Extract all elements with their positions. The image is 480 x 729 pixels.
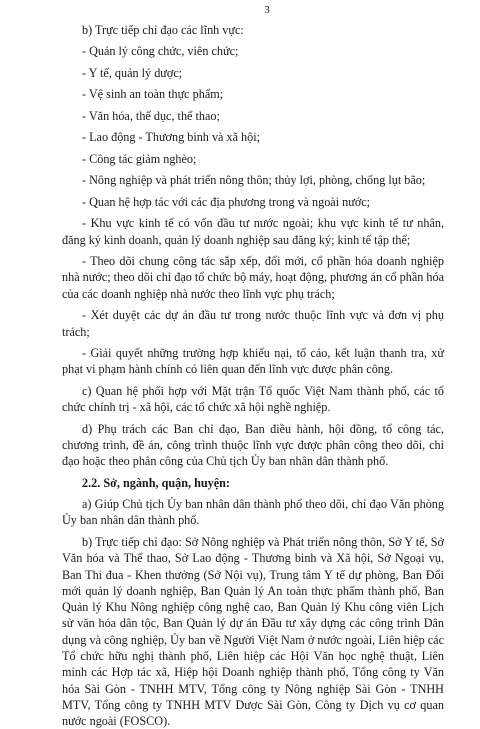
list-item: - Văn hóa, thể dục, thể thao; bbox=[82, 108, 220, 123]
paragraph-b-heading: b) Trực tiếp chỉ đạo các lĩnh vực: bbox=[82, 23, 244, 37]
section-paragraph-b: b) Trực tiếp chỉ đạo: Sở Nông nghiệp và Phát triển nông thôn, Sở Y tế, Sở Văn hóa và Thể thao, Sở Lao động - Thương binh và Xã hội, Sở Ngoại vụ, Ban Thi đua - Khen thưởng (Sở Nội vụ), Trung tâm Y tế dự phòng, Ban Đổi mới quản lý doanh nghiệp, Ban Quản lý An toàn thực phẩm thành phố, Ban Quản lý Khu Nông nghiệp công nghệ cao, Ban Quản lý Khu công viên Lịch sử văn hóa dân tộc, Ban Quản lý dự án Đầu tư xây dựng các công trình Dân dụng và công nghiệp, Ủy ban về Người Việt Nam ở nước ngoài, Liên hiệp các Tổ chức hữu nghị thành phố, Liên hiệp các Hội Văn học nghệ thuật, Liên minh các Hợp tác xã, Hiệp hội Doanh nghiệp thành phố, Tổng công ty Văn hóa Sài Gòn - TNHH MTV, Tổng công ty Nông nghiệp Sài Gòn - TNHH MTV, Tổng công ty TNHH MTV Dược Sài Gòn, Công ty Dịch vụ cơ quan nước ngoài (FOSCO). bbox=[62, 534, 444, 729]
list-item: - Quản lý công chức, viên chức; bbox=[82, 44, 239, 59]
page-number: 3 bbox=[264, 4, 270, 16]
list-item: - Theo dõi chung công tác sắp xếp, đổi mới, cổ phần hóa doanh nghiệp nhà nước; theo dõi chỉ đạo tổ chức bộ máy, hoạt động, phương án cổ phần hóa của các doanh nghiệp nhà nước theo lĩnh vực phụ trách; bbox=[62, 254, 444, 301]
paragraph-d: d) Phụ trách các Ban chỉ đạo, Ban điều hành, hội đồng, tổ công tác, chương trình, đề án, công trình thuộc lĩnh vực được phân công theo dõi, chỉ đạo hoặc theo phân công của Chủ tịch Ủy ban nhân dân thành phố. bbox=[62, 421, 444, 469]
list-item: - Khu vực kinh tế có vốn đầu tư nước ngoài; khu vực kinh tế tư nhân, đăng ký kinh doanh, quản lý doanh nghiệp sau đăng ký; kinh tế tập thể; bbox=[62, 216, 444, 247]
list-item: - Y tế, quản lý dược; bbox=[82, 65, 183, 80]
paragraph-c: c) Quan hệ phối hợp với Mặt trận Tổ quốc Việt Nam thành phố, các tổ chức chính trị - xã hội, các tổ chức xã hội nghề nghiệp. bbox=[62, 383, 444, 415]
list-item: - Lao động - Thương binh và xã hội; bbox=[82, 130, 261, 145]
list-item: - Vệ sinh an toàn thực phẩm; bbox=[82, 87, 224, 102]
list-item: - Quan hệ hợp tác với các địa phương trong và ngoài nước; bbox=[82, 194, 371, 209]
section-paragraph-a: a) Giúp Chủ tịch Ủy ban nhân dân thành phố theo dõi, chỉ đạo Văn phòng Ủy ban nhân dân thành phố. bbox=[62, 497, 444, 528]
list-item: - Công tác giảm nghèo; bbox=[82, 151, 197, 166]
list-item: - Nông nghiệp và phát triển nông thôn; thủy lợi, phòng, chống lụt bão; bbox=[82, 173, 426, 188]
list-item: - Giải quyết những trường hợp khiếu nại, tố cáo, kết luận thanh tra, xử phạt vi phạm hành chính có liên quan đến lĩnh vực được phân công. bbox=[62, 346, 444, 377]
section-heading: 2.2. Sở, ngành, quận, huyện: bbox=[82, 475, 230, 490]
list-item: - Xét duyệt các dự án đầu tư trong nước thuộc lĩnh vực và đơn vị phụ trách; bbox=[62, 308, 444, 339]
